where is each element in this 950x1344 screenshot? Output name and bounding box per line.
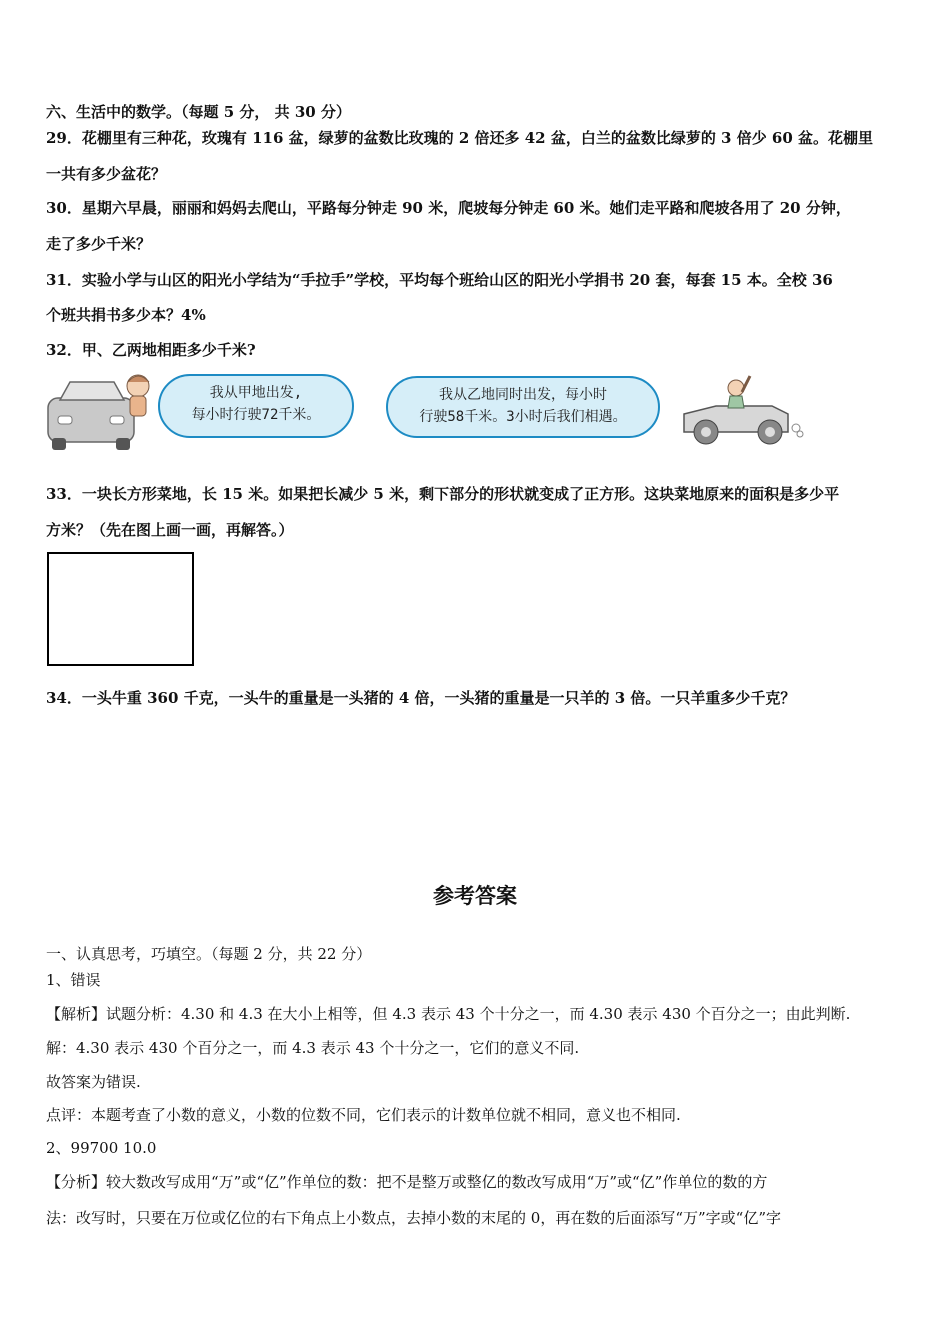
q32-text: 32．甲、乙两地相距多少千米? bbox=[46, 341, 256, 359]
answer-1-solution: 解：4.30 表示 430 个百分之一，而 4.3 表示 43 个十分之一，它们的意义不同. bbox=[46, 1039, 580, 1057]
answer-2: 2、99700 10.0 bbox=[46, 1139, 157, 1157]
speech-bubble-left bbox=[158, 374, 354, 438]
answer-1-conclusion: 故答案为错误. bbox=[46, 1073, 141, 1091]
answer-1-analysis: 【解析】试题分析：4.30 和 4.3 在大小上相等，但 4.3 表示 43 个十分之一，而 4.30 表示 430 个百分之一；由此判断. bbox=[46, 1005, 851, 1023]
answer-2-analysis-line1: 【分析】较大数改写成用“万”或“亿”作单位的数：把不是整万或整亿的数改写成用“万”或“亿”作单位的数的方 bbox=[46, 1173, 768, 1191]
q30-line2: 走了多少千米？ bbox=[46, 235, 152, 253]
car-left-illustration bbox=[44, 372, 156, 452]
q30-line1: 30．星期六早晨，丽丽和妈妈去爬山，平路每分钟走 90 米，爬坡每分钟走 60 米。她们走平路和爬坡各用了 20 分钟， bbox=[46, 199, 851, 217]
bubble-right-line1: 我从乙地同时出发，每小时 bbox=[439, 387, 607, 403]
q34-text: 34．一头牛重 360 千克，一头牛的重量是一头猪的 4 倍，一头猪的重量是一只羊的 3 倍。一只羊重多少千克？ bbox=[46, 689, 796, 707]
q31-line2: 个班共捐书多少本？4% bbox=[46, 306, 206, 324]
q31-line1: 31．实验小学与山区的阳光小学结为“手拉手”学校，平均每个班给山区的阳光小学捐书 20 套，每套 15 本。全校 36 bbox=[46, 271, 833, 289]
q29-line2: 一共有多少盆花？ bbox=[46, 165, 167, 183]
section6-heading: 六、生活中的数学。（每题 5 分， 共 30 分） bbox=[46, 103, 351, 121]
q33-line2: 方米？（先在图上画一画，再解答。） bbox=[46, 521, 294, 539]
q29-line1: 29．花棚里有三种花，玫瑰有 116 盆，绿萝的盆数比玫瑰的 2 倍还多 42 盆，白兰的盆数比绿萝的 3 倍少 60 盆。花棚里 bbox=[46, 129, 874, 147]
drawing-square bbox=[47, 552, 194, 666]
bubble-right-line2: 行驶58千米。3小时后我们相遇。 bbox=[419, 409, 627, 425]
answer-section1-heading: 一、认真思考，巧填空。（每题 2 分，共 22 分） bbox=[46, 945, 372, 963]
speech-bubble-right bbox=[386, 376, 660, 438]
answer-1: 1、错误 bbox=[46, 971, 101, 989]
bubble-left-line2: 每小时行驶72千米。 bbox=[191, 407, 321, 423]
answers-title: 参考答案 bbox=[433, 883, 517, 908]
bubble-left-line1: 我从甲地出发, bbox=[209, 385, 303, 401]
answer-2-analysis-line2: 法：改写时，只要在万位或亿位的右下角点上小数点，去掉小数的末尾的 0，再在数的后面添写“万”字或“亿”字 bbox=[46, 1209, 781, 1227]
car-right-illustration bbox=[676, 370, 804, 450]
answer-1-comment: 点评：本题考查了小数的意义，小数的位数不同，它们表示的计数单位就不相同，意义也不相同. bbox=[46, 1106, 681, 1124]
q33-line1: 33．一块长方形菜地，长 15 米。如果把长减少 5 米，剩下部分的形状就变成了正方形。这块菜地原来的面积是多少平 bbox=[46, 485, 840, 503]
